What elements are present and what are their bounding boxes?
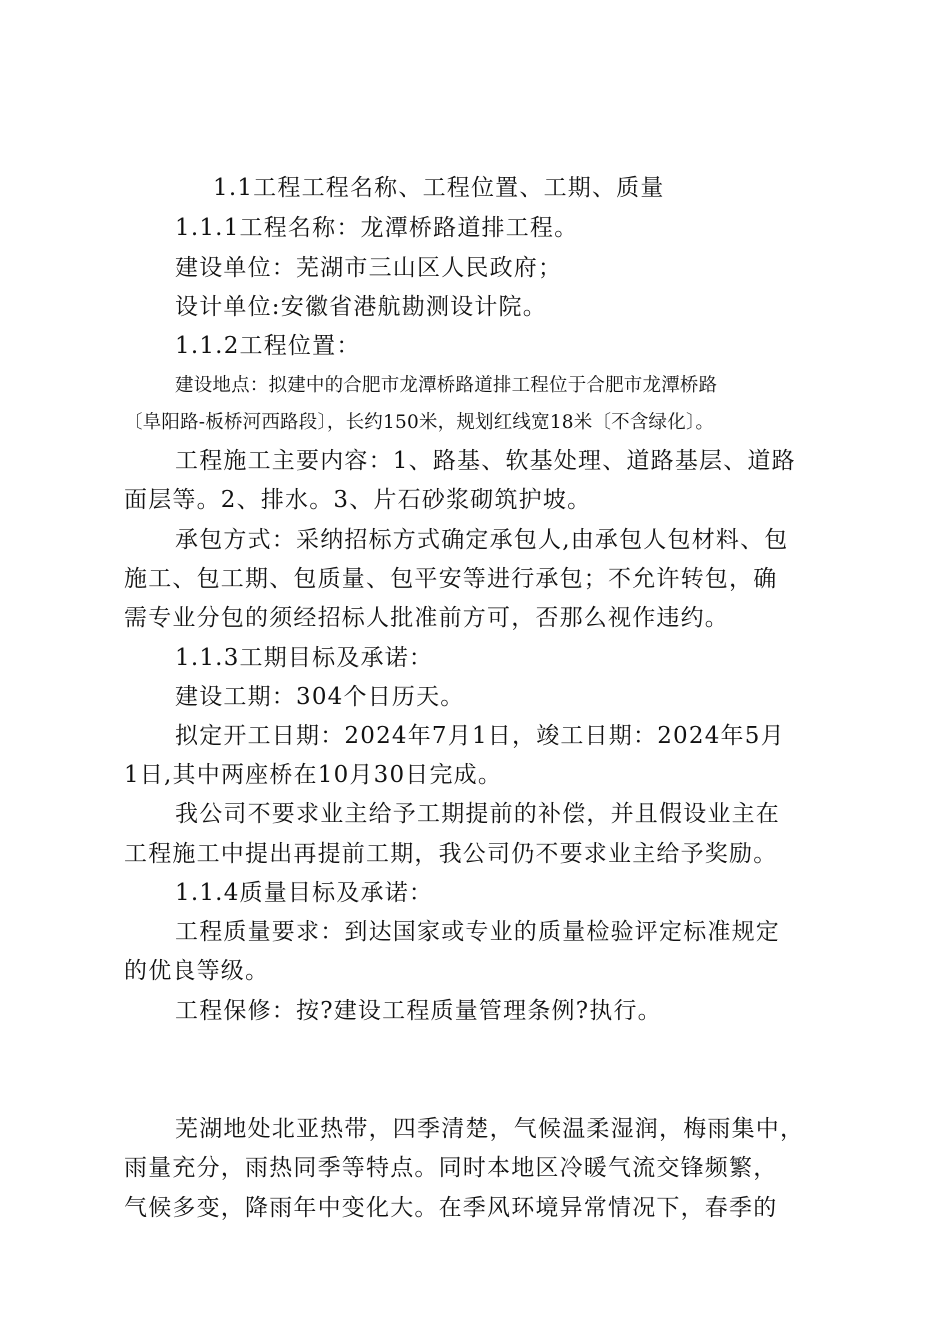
paragraph-line: 1.1.3工期目标及承诺：: [175, 645, 434, 671]
paragraph-line: 设计单位:安徽省港航勘测设计院。: [175, 294, 547, 320]
paragraph-line: 的优良等级。: [124, 958, 270, 984]
paragraph-line: 气候多变，降雨年中变化大。在季风环境异常情况下，春季的: [124, 1195, 778, 1221]
paragraph-line: 1.1.4质量目标及承诺：: [175, 880, 434, 906]
section-heading: 1.1工程工程名称、工程位置、工期、质量: [213, 175, 665, 201]
paragraph-line: 1.1.1工程名称：龙潭桥路道排工程。: [175, 215, 579, 241]
paragraph-line: 工程质量要求：到达国家或专业的质量检验评定标准规定: [175, 919, 780, 945]
paragraph-line: 建设地点：拟建中的合肥市龙潭桥路道排工程位于合肥市龙潭桥路: [175, 375, 718, 396]
paragraph-line: 需专业分包的须经招标人批准前方可，否那么视作违约。: [124, 605, 729, 631]
paragraph-line: 工程保修：按?建设工程质量管理条例?执行。: [175, 998, 662, 1024]
paragraph-line: 1日,其中两座桥在10月30日完成。: [124, 762, 503, 788]
paragraph-line: 我公司不要求业主给予工期提前的补偿，并且假设业主在: [175, 801, 780, 827]
paragraph-line: 建设单位：芜湖市三山区人民政府；: [175, 255, 563, 281]
paragraph-line: 雨量充分，雨热同季等特点。同时本地区冷暖气流交锋频繁，: [124, 1155, 778, 1181]
paragraph-line: 施工、包工期、包质量、包平安等进行承包；不允许转包，确: [124, 566, 778, 592]
paragraph-line: 建设工期：304个日历天。: [175, 684, 465, 710]
paragraph-line: 面层等。2、排水。3、片石砂浆砌筑护坡。: [124, 487, 592, 513]
paragraph-line: 〔阜阳路-板桥河西路段〕，长约150米，规划红线宽18米〔不含绿化〕。: [124, 412, 715, 433]
paragraph-line: 工程施工中提出再提前工期，我公司仍不要求业主给予奖励。: [124, 841, 778, 867]
paragraph-line: 承包方式：采纳招标方式确定承包人,由承包人包材料、包: [175, 527, 789, 553]
paragraph-line: 1.1.2工程位置：: [175, 333, 361, 359]
paragraph-line: 工程施工主要内容：1、路基、软基处理、道路基层、道路: [175, 448, 796, 474]
paragraph-line: 芜湖地处北亚热带，四季清楚，气候温柔湿润，梅雨集中，: [175, 1116, 805, 1142]
paragraph-line: 拟定开工日期：2024年7月1日，竣工日期：2024年5月: [175, 723, 785, 749]
